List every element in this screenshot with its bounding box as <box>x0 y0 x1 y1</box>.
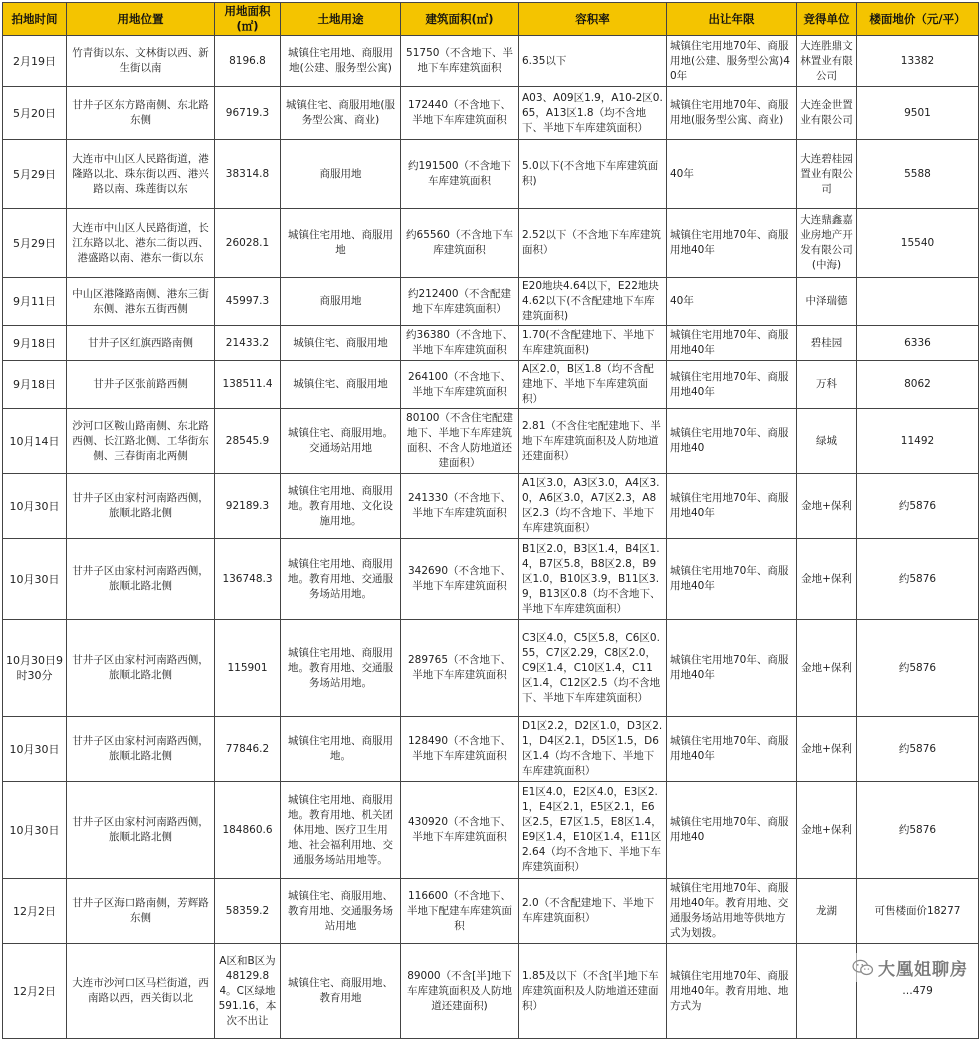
auction-date-cell: 2月19日 <box>3 36 67 87</box>
location-cell: 甘井子区由家村河南路西侧，旅顺北路北侧 <box>67 539 215 620</box>
floor-area-cell: 80100（不含住宅配建地下、半地下车库建筑面积、不含人防地道还建面积） <box>401 409 519 474</box>
land-area-cell: 136748.3 <box>215 539 281 620</box>
table-row <box>3 717 979 782</box>
winner-cell: 金地+保利 <box>797 782 857 879</box>
lease-term-cell: 城镇住宅用地70年、商服用地40年 <box>667 209 797 278</box>
winner-cell: 大连金世置业有限公司 <box>797 87 857 140</box>
floor-area-cell: 342690（不含地下、半地下车库建筑面积 <box>401 539 519 620</box>
plot-ratio-cell: 2.52以下（不含地下车库建筑面积） <box>519 209 667 278</box>
floor-area-cell: 172440（不含地下、半地下车库建筑面积 <box>401 87 519 140</box>
land-use-cell: 商服用地 <box>281 278 401 326</box>
table-row <box>3 409 979 474</box>
location-cell: 甘井子区由家村河南路西侧，旅顺北路北侧 <box>67 717 215 782</box>
land-use-cell: 城镇住宅、商服用地。交通场站用地 <box>281 409 401 474</box>
floor-price-cell: 可售楼面价18277 <box>857 879 979 944</box>
winner-cell: 碧桂园 <box>797 326 857 361</box>
winner-cell: 中泽瑞德 <box>797 278 857 326</box>
header-cell: 用地位置 <box>67 3 215 36</box>
land-area-cell: 28545.9 <box>215 409 281 474</box>
lease-term-cell: 城镇住宅用地70年、商服用地40年。教育用地、地方式为 <box>667 944 797 1039</box>
auction-date-cell: 10月30日 <box>3 474 67 539</box>
auction-date-cell: 10月30日 <box>3 782 67 879</box>
header-cell: 用地面积(㎡) <box>215 3 281 36</box>
plot-ratio-cell: A1区3.0，A3区3.0，A4区3.0，A6区3.0，A7区2.3，A8区2.3（均不含地下、半地下车库建筑面积） <box>519 474 667 539</box>
land-use-cell: 城镇住宅、商服用地、教育用地 <box>281 944 401 1039</box>
table-row <box>3 278 979 326</box>
winner-cell: 大连鼎鑫嘉业房地产开发有限公司(中海) <box>797 209 857 278</box>
location-cell: 中山区港隆路南侧、港东三街东侧、港东五街西侧 <box>67 278 215 326</box>
land-use-cell: 商服用地 <box>281 140 401 209</box>
table-row <box>3 620 979 717</box>
plot-ratio-cell: A03、A09区1.9，A10-2区0.65，A13区1.8（均不含地下、半地下车库建筑面积） <box>519 87 667 140</box>
location-cell: 大连市中山区人民路街道，港隆路以北、珠东街以西、港兴路以南、珠莲街以东 <box>67 140 215 209</box>
floor-area-cell: 约36380（不含地下、半地下车库建筑面积 <box>401 326 519 361</box>
header-cell: 容积率 <box>519 3 667 36</box>
land-area-cell: 138511.4 <box>215 361 281 409</box>
table-body <box>3 36 979 1039</box>
land-use-cell: 城镇住宅用地、商服用地。 <box>281 717 401 782</box>
land-use-cell: 城镇住宅用地、商服用地。教育用地、交通服务场站用地。 <box>281 539 401 620</box>
floor-area-cell: 241330（不含地下、半地下车库建筑面积 <box>401 474 519 539</box>
winner-cell: 万科 <box>797 361 857 409</box>
land-area-cell: 58359.2 <box>215 879 281 944</box>
land-use-cell: 城镇住宅、商服用地、教育用地、交通服务场站用地 <box>281 879 401 944</box>
location-cell: 甘井子区由家村河南路西侧，旅顺北路北侧 <box>67 620 215 717</box>
location-cell: 甘井子区东方路南侧、东北路东侧 <box>67 87 215 140</box>
watermark <box>848 953 972 982</box>
table-row <box>3 140 979 209</box>
floor-price-cell: 约5876 <box>857 620 979 717</box>
lease-term-cell: 40年 <box>667 140 797 209</box>
table-row <box>3 209 979 278</box>
land-area-cell: 38314.8 <box>215 140 281 209</box>
location-cell: 大连市沙河口区马栏街道，西南路以西，西关街以北 <box>67 944 215 1039</box>
plot-ratio-cell: E1区4.0，E2区4.0，E3区2.1，E4区2.1，E5区2.1，E6区2.5，E7区1.5，E8区1.4，E9区1.4，E10区1.4，E11区2.64（均不含地下、半地下车库建筑面积） <box>519 782 667 879</box>
floor-area-cell: 89000（不含[半]地下车库建筑面积及人防地道还建面积) <box>401 944 519 1039</box>
lease-term-cell: 城镇住宅用地70年、商服用地40年 <box>667 539 797 620</box>
table-row <box>3 879 979 944</box>
auction-date-cell: 9月11日 <box>3 278 67 326</box>
land-area-cell: 96719.3 <box>215 87 281 140</box>
floor-area-cell: 116600（不含地下、半地下配建车库建筑面积 <box>401 879 519 944</box>
floor-price-cell: 6336 <box>857 326 979 361</box>
lease-term-cell: 城镇住宅用地70年、商服用地40年 <box>667 474 797 539</box>
watermark-text: 大凰姐聊房 <box>878 960 968 980</box>
lease-term-cell: 城镇住宅用地70年、商服用地40 <box>667 782 797 879</box>
floor-area-cell: 264100（不含地下、半地下车库建筑面积 <box>401 361 519 409</box>
lease-term-cell: 城镇住宅用地70年、商服用地40 <box>667 409 797 474</box>
header-cell: 竞得单位 <box>797 3 857 36</box>
table-row <box>3 944 979 1039</box>
auction-date-cell: 12月2日 <box>3 879 67 944</box>
auction-date-cell: 10月30日9时30分 <box>3 620 67 717</box>
land-area-cell: 92189.3 <box>215 474 281 539</box>
floor-price-cell: 约5876 <box>857 717 979 782</box>
land-use-cell: 城镇住宅用地、商服用地(公建、服务型公寓) <box>281 36 401 87</box>
lease-term-cell: 城镇住宅用地70年、商服用地40年 <box>667 620 797 717</box>
plot-ratio-cell: E20地块4.64以下，E22地块4.62以下(不含配建地下车库建筑面积) <box>519 278 667 326</box>
land-use-cell: 城镇住宅用地、商服用地 <box>281 209 401 278</box>
floor-area-cell: 约191500（不含地下车库建筑面积 <box>401 140 519 209</box>
winner-cell: 绿城 <box>797 409 857 474</box>
land-use-cell: 城镇住宅、商服用地 <box>281 361 401 409</box>
floor-price-cell <box>857 278 979 326</box>
floor-price-cell: 15540 <box>857 209 979 278</box>
floor-price-cell: 5588 <box>857 140 979 209</box>
winner-cell: 金地+保利 <box>797 717 857 782</box>
floor-price-cell: 约5876 <box>857 474 979 539</box>
plot-ratio-cell: C3区4.0，C5区5.8，C6区0.55，C7区2.29，C8区2.0，C9区1.4，C10区1.4，C11区1.4，C12区2.5（均不含地下、半地下车库建筑面积） <box>519 620 667 717</box>
land-auction-table <box>2 2 979 1039</box>
floor-price-cell: …479 <box>857 944 979 1039</box>
lease-term-cell: 城镇住宅用地70年、商服用地40年。教育用地、交通服务场站用地等供地方式为划拨。 <box>667 879 797 944</box>
winner-cell: 大连碧桂园置业有限公司 <box>797 140 857 209</box>
auction-date-cell: 10月30日 <box>3 539 67 620</box>
location-cell: 竹青街以东、文林街以西、新生街以南 <box>67 36 215 87</box>
plot-ratio-cell: 2.81（不含住宅配建地下、半地下车库建筑面积及人防地道还建面积） <box>519 409 667 474</box>
table-row <box>3 87 979 140</box>
lease-term-cell: 城镇住宅用地70年、商服用地40年 <box>667 717 797 782</box>
lease-term-cell: 城镇住宅用地70年、商服用地(公建、服务型公寓)40年 <box>667 36 797 87</box>
floor-area-cell: 约212400（不含配建地下车库建筑面积） <box>401 278 519 326</box>
location-cell: 甘井子区红旗西路南侧 <box>67 326 215 361</box>
land-area-cell: 77846.2 <box>215 717 281 782</box>
location-cell: 沙河口区鞍山路南侧、东北路西侧、长江路北侧、工华街东侧、三春街南北两侧 <box>67 409 215 474</box>
land-area-cell: 8196.8 <box>215 36 281 87</box>
auction-date-cell: 5月29日 <box>3 209 67 278</box>
land-use-cell: 城镇住宅用地、商服用地。教育用地、机关团体用地、医疗卫生用地、社会福利用地、交通服务场站用地等。 <box>281 782 401 879</box>
table-row <box>3 539 979 620</box>
lease-term-cell: 40年 <box>667 278 797 326</box>
auction-date-cell: 5月20日 <box>3 87 67 140</box>
location-cell: 甘井子区海口路南侧，芳辉路东侧 <box>67 879 215 944</box>
header-cell: 出让年限 <box>667 3 797 36</box>
floor-price-cell: 8062 <box>857 361 979 409</box>
header-row <box>3 3 979 36</box>
auction-date-cell: 10月30日 <box>3 717 67 782</box>
auction-date-cell: 9月18日 <box>3 361 67 409</box>
land-area-cell: 184860.6 <box>215 782 281 879</box>
land-use-cell: 城镇住宅用地、商服用地。教育用地、文化设施用地。 <box>281 474 401 539</box>
header-cell: 土地用途 <box>281 3 401 36</box>
auction-date-cell: 10月14日 <box>3 409 67 474</box>
winner-cell: 大连胜鼎文林置业有限公司 <box>797 36 857 87</box>
winner-cell: 金地+保利 <box>797 620 857 717</box>
land-area-cell: A区和B区为48129.84。C区绿地591.16，本次不出让 <box>215 944 281 1039</box>
lease-term-cell: 城镇住宅用地70年、商服用地(服务型公寓、商业) <box>667 87 797 140</box>
location-cell: 甘井子区由家村河南路西侧，旅顺北路北侧 <box>67 474 215 539</box>
floor-area-cell: 430920（不含地下、半地下车库建筑面积 <box>401 782 519 879</box>
land-use-cell: 城镇住宅、商服用地 <box>281 326 401 361</box>
floor-area-cell: 289765（不含地下、半地下车库建筑面积 <box>401 620 519 717</box>
plot-ratio-cell: A区2.0，B区1.8（均不含配建地下、半地下车库建筑面积） <box>519 361 667 409</box>
lease-term-cell: 城镇住宅用地70年、商服用地40年 <box>667 361 797 409</box>
floor-area-cell: 128490（不含地下、半地下车库建筑面积 <box>401 717 519 782</box>
winner-cell: 金地+保利 <box>797 474 857 539</box>
header-cell: 建筑面积(㎡) <box>401 3 519 36</box>
floor-area-cell: 约65560（不含地下车库建筑面积 <box>401 209 519 278</box>
winner-cell: 龙湖 <box>797 879 857 944</box>
lease-term-cell: 城镇住宅用地70年、商服用地40年 <box>667 326 797 361</box>
land-use-cell: 城镇住宅、商服用地(服务型公寓、商业) <box>281 87 401 140</box>
plot-ratio-cell: D1区2.2，D2区1.0，D3区2.1，D4区2.1，D5区1.5，D6区1.4（均不含地下、半地下车库建筑面积） <box>519 717 667 782</box>
floor-price-cell: 13382 <box>857 36 979 87</box>
table-row <box>3 474 979 539</box>
auction-date-cell: 5月29日 <box>3 140 67 209</box>
land-area-cell: 115901 <box>215 620 281 717</box>
location-cell: 甘井子区由家村河南路西侧，旅顺北路北侧 <box>67 782 215 879</box>
auction-date-cell: 9月18日 <box>3 326 67 361</box>
winner-cell: 金地+保利 <box>797 539 857 620</box>
land-area-cell: 21433.2 <box>215 326 281 361</box>
header-cell: 拍地时间 <box>3 3 67 36</box>
table-row <box>3 36 979 87</box>
floor-price-cell: 约5876 <box>857 539 979 620</box>
land-area-cell: 45997.3 <box>215 278 281 326</box>
land-area-cell: 26028.1 <box>215 209 281 278</box>
plot-ratio-cell: 2.0（不含配建地下、半地下车库建筑面积） <box>519 879 667 944</box>
location-cell: 大连市中山区人民路街道，长江东路以北、港东二街以西、港盛路以南、港东一街以东 <box>67 209 215 278</box>
plot-ratio-cell: 5.0以下(不含地下车库建筑面积) <box>519 140 667 209</box>
table-row <box>3 326 979 361</box>
table-row <box>3 361 979 409</box>
plot-ratio-cell: 1.70(不含配建地下、半地下车库建筑面积) <box>519 326 667 361</box>
plot-ratio-cell: 6.35以下 <box>519 36 667 87</box>
location-cell: 甘井子区张前路西侧 <box>67 361 215 409</box>
plot-ratio-cell: 1.85及以下（不含[半]地下车库建筑面积及人防地道还建面积） <box>519 944 667 1039</box>
plot-ratio-cell: B1区2.0，B3区1.4，B4区1.4，B7区5.8，B8区2.8，B9区1.0，B10区3.9，B11区3.9，B13区0.8（均不含地下、半地下车库建筑面积） <box>519 539 667 620</box>
wechat-icon <box>852 959 874 977</box>
floor-price-cell: 9501 <box>857 87 979 140</box>
header-cell: 楼面地价（元/平） <box>857 3 979 36</box>
floor-price-cell: 约5876 <box>857 782 979 879</box>
table-row <box>3 782 979 879</box>
floor-price-cell: 11492 <box>857 409 979 474</box>
land-use-cell: 城镇住宅用地、商服用地。教育用地、交通服务场站用地。 <box>281 620 401 717</box>
auction-date-cell: 12月2日 <box>3 944 67 1039</box>
floor-area-cell: 51750（不含地下、半地下车库建筑面积 <box>401 36 519 87</box>
